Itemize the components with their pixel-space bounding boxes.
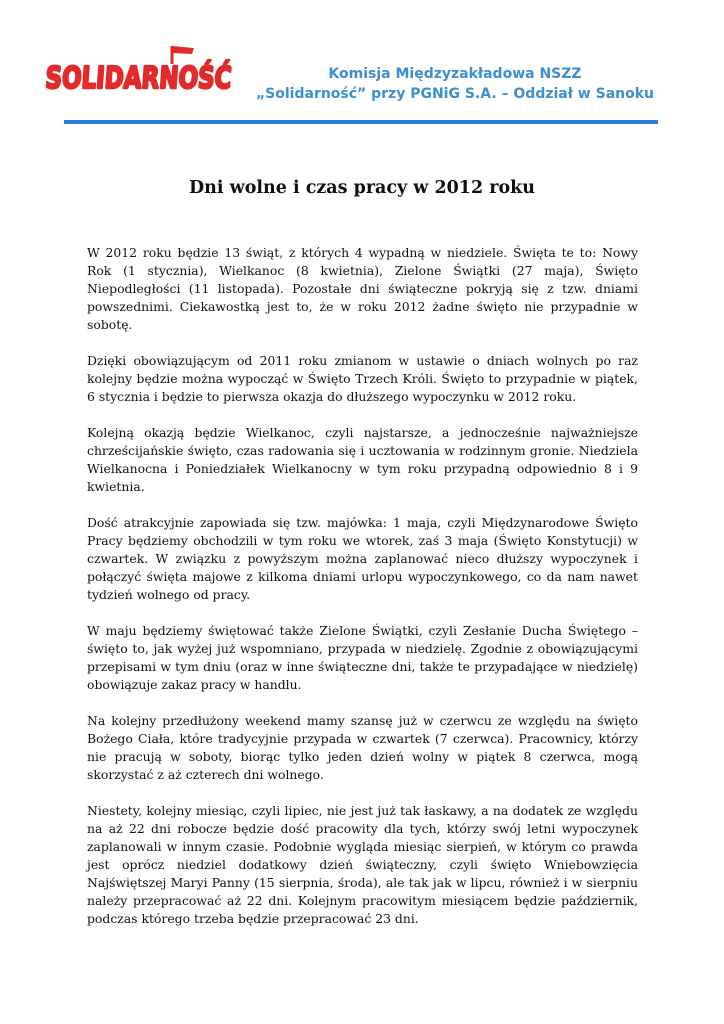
paragraph: W 2012 roku będzie 13 świąt, z których 4 wypadną w niedziele. Święta te to: Nowy Rok (1 stycznia), Wielkanoc (8 kwietnia), Zielone Świątki (27 maja), Święto Niepodległości (11 listopada). Pozostałe dni świąteczne pokryją się z tzw. dniami powszednimi. Ciekawostką jest to, że w roku 2012 żadne święto nie przypadnie w sobotę. <box>87 245 638 332</box>
paragraph: W maju będziemy świętować także Zielone Świątki, czyli Zesłanie Ducha Świętego – święto to, jak wyżej już wspomniano, przypada w niedzielę. Zgodnie z obowiązującymi przepisami w tym dniu (oraz w inne świąteczne dni, także te przypadające w niedzielę) obowiązuje zakaz pracy w handlu. <box>87 623 638 692</box>
header-divider <box>64 120 658 124</box>
organization-header <box>240 64 670 104</box>
document-body <box>87 244 638 946</box>
solidarnosc-logo <box>44 42 290 102</box>
paragraph: Niestety, kolejny miesiąc, czyli lipiec, nie jest już tak łaskawy, a na dodatek ze względu na aż 22 dni robocze będzie dość pracowity dla tych, którzy swój letni wypoczynek zaplanowali w innym czasie. Podobnie wygląda miesiąc sierpień, w którym co prawda jest oprócz niedziel dodatkowy dzień świąteczny, czyli święto Wniebowzięcia Najświętszej Maryi Panny (15 sierpnia, środa), ale tak jak w lipcu, również i w sierpniu należy przepracować aż 22 dni. Kolejnym pracowitym miesiącem będzie październik, podczas którego trzeba będzie przepracować 23 dni. <box>87 803 638 926</box>
paragraph: Dzięki obowiązującym od 2011 roku zmianom w ustawie o dniach wolnych po raz kolejny będzie można wypocząć w Święto Trzech Króli. Święto to przypadnie w piątek, 6 stycznia i będzie to pierwsza okazja do dłuższego wypoczynku w 2012 roku. <box>87 353 638 404</box>
paragraph: Kolejną okazją będzie Wielkanoc, czyli najstarsze, a jednocześnie najważniejsze chrześcijańskie święto, czas radowania się i ucztowania w rodzinnym gronie. Niedziela Wielkanocna i Poniedziałek Wielkanocny w tym roku przypadną odpowiednio 8 i 9 kwietnia. <box>87 425 638 494</box>
document-title: Dni wolne i czas pracy w 2012 roku <box>188 178 535 198</box>
paragraph: Dość atrakcyjnie zapowiada się tzw. majówka: 1 maja, czyli Międzynarodowe Święto Pracy będziemy obchodzili w tym roku we wtorek, zaś 3 maja (Święto Konstytucji) w czwartek. W związku z powyższym można zaplanować nieco dłuższy wypoczynek i połączyć święta majowe z kilkoma dniami urlopu wypoczynkowego, co da nam nawet tydzień wolnego od pracy. <box>87 515 638 602</box>
org-line-1: Komisja Międzyzakładowa NSZZ <box>328 66 582 82</box>
svg-text:SOLIDARNOŚĆ: SOLIDARNOŚĆ <box>44 61 290 96</box>
org-line-2: „Solidarność” przy PGNiG S.A. – Oddział w Sanoku <box>255 86 655 102</box>
paragraph: Na kolejny przedłużony weekend mamy szansę już w czerwcu ze względu na święto Bożego Ciała, które tradycyjnie przypada w czwartek (7 czerwca). Pracownicy, którzy nie pracują w soboty, biorąc tylko jeden dzień wolny w piątek 8 czerwca, mogą skorzystać z aż czterech dni wolnego. <box>87 713 638 782</box>
